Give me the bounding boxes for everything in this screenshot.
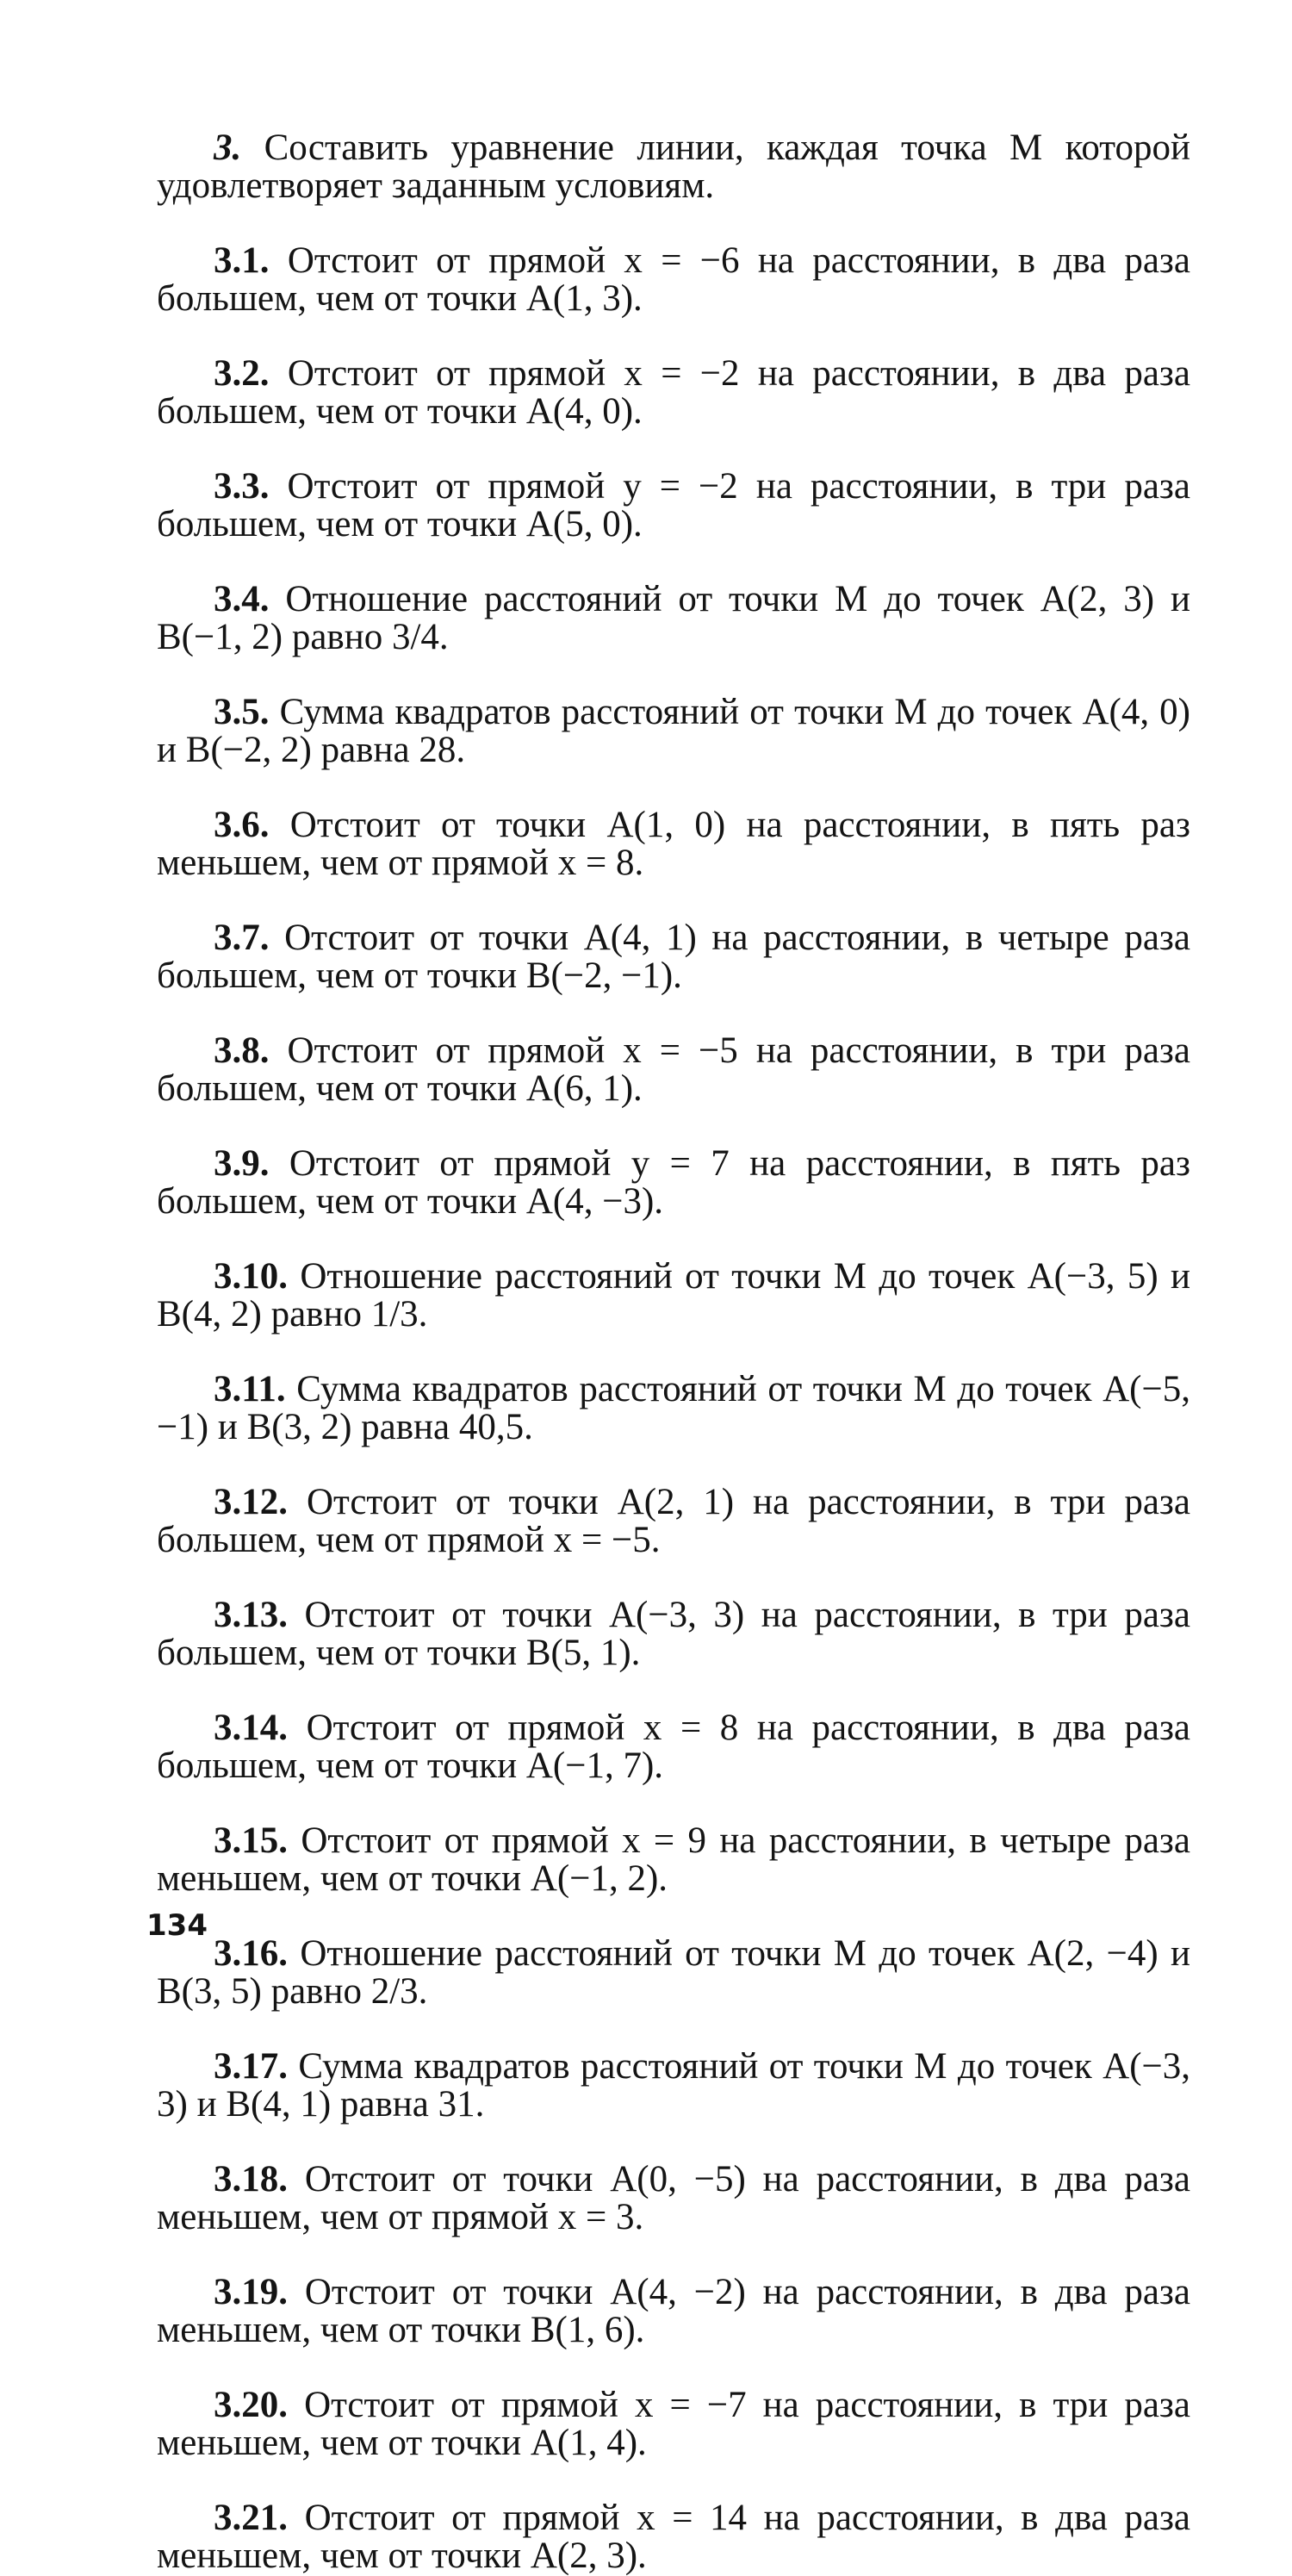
problem-item (157, 544, 1190, 656)
problem-item (157, 656, 1190, 769)
problem-text: Отстоит от прямой x = −6 на расстоянии, в два раза большем, чем от точки A(1, 3). (157, 240, 1190, 319)
problem-item (157, 1559, 1190, 1672)
problem-item (157, 2349, 1190, 2462)
problem-text: Отстоит от прямой x = −7 на расстоянии, в три раза меньшем, чем от точки A(1, 4). (157, 2385, 1190, 2463)
problem-text: Отстоит от прямой x = −5 на расстоянии, в три раза большем, чем от точки A(6, 1). (157, 1030, 1190, 1109)
problem-item (157, 1785, 1190, 1898)
problem-number: 3.12. (214, 1482, 288, 1522)
problem-text: Отстоит от прямой x = 9 на расстоянии, в четыре раза меньшем, чем от точки A(−1, 2). (157, 1820, 1190, 1899)
problem-number: 3.21. (214, 2498, 288, 2538)
section-intro-text: Составить уравнение линии, каждая точка M которой удовлетворяет заданным условиям. (157, 128, 1190, 206)
problem-text: Отстоит от точки A(4, 1) на расстоянии, в четыре раза большем, чем от точки B(−2, −1). (157, 918, 1190, 996)
problem-number: 3.16. (214, 1933, 288, 1974)
problem-text: Отстоит от прямой y = −2 на расстоянии, в три раза большем, чем от точки A(5, 0). (157, 466, 1190, 544)
problem-text: Отстоит от прямой x = −2 на расстоянии, в два раза большем, чем от точки A(4, 0). (157, 353, 1190, 432)
problem-item (157, 1447, 1190, 1559)
problem-item (157, 995, 1190, 1108)
problem-number: 3.19. (214, 2272, 288, 2312)
section-intro (157, 129, 1190, 205)
problem-number: 3.13. (214, 1595, 288, 1635)
problem-number: 3.5. (214, 692, 270, 732)
problem-number: 3.4. (214, 579, 270, 619)
problem-item (157, 1672, 1190, 1785)
problem-item (157, 2462, 1190, 2575)
problem-number: 3.11. (214, 1369, 286, 1409)
section-number: 3. (214, 128, 242, 168)
problem-text: Отстоит от прямой x = 8 на расстоянии, в два раза большем, чем от точки A(−1, 7). (157, 1708, 1191, 1786)
problem-item (157, 318, 1190, 431)
problem-text: Отношение расстояний от точки M до точек A(2, 3) и B(−1, 2) равно 3/4. (157, 579, 1190, 657)
problem-text: Отстоит от точки A(2, 1) на расстоянии, в три раза большем, чем от прямой x = −5. (157, 1482, 1191, 1560)
problem-item (157, 431, 1190, 544)
problem-number: 3.2. (214, 353, 270, 394)
problem-number: 3.17. (214, 2046, 288, 2087)
problem-item (157, 882, 1190, 995)
problem-item (157, 1898, 1190, 2011)
problem-number: 3.15. (214, 1820, 288, 1861)
problem-text: Отстоит от прямой y = 7 на расстоянии, в пять раз большем, чем от точки A(4, −3). (157, 1143, 1190, 1222)
problem-number: 3.3. (214, 466, 270, 507)
problem-number: 3.7. (214, 918, 270, 958)
problem-item (157, 769, 1190, 882)
problem-text: Отстоит от прямой x = 14 на расстоянии, в два раза меньшем, чем от точки A(2, 3). (157, 2498, 1191, 2576)
problem-text: Отношение расстояний от точки M до точек A(−3, 5) и B(4, 2) равно 1/3. (157, 1256, 1190, 1335)
problem-item (157, 1334, 1190, 1447)
problem-number: 3.14. (214, 1708, 288, 1748)
problem-text: Отстоит от точки A(4, −2) на расстоянии, в два раза меньшем, чем от точки B(1, 6). (157, 2272, 1191, 2350)
problem-item (157, 1221, 1190, 1334)
problem-text: Сумма квадратов расстояний от точки M до точек A(−3, 3) и B(4, 1) равна 31. (157, 2046, 1191, 2125)
problem-text: Отстоит от точки A(1, 0) на расстоянии, в пять раз меньшем, чем от прямой x = 8. (157, 805, 1190, 883)
problem-number: 3.10. (214, 1256, 288, 1297)
problem-number: 3.18. (214, 2159, 288, 2200)
page-number: 134 (146, 1908, 208, 1943)
problem-list (157, 129, 1190, 2575)
problem-number: 3.20. (214, 2385, 288, 2425)
problem-item (157, 1108, 1190, 1221)
problem-item (157, 2124, 1190, 2237)
problem-item (157, 2011, 1190, 2124)
problem-number: 3.8. (214, 1030, 270, 1071)
problem-number: 3.6. (214, 805, 270, 845)
problem-item (157, 2237, 1190, 2349)
problem-number: 3.9. (214, 1143, 270, 1184)
problem-text: Отстоит от точки A(−3, 3) на расстоянии, в три раза большем, чем от точки B(5, 1). (157, 1595, 1191, 1673)
problem-text: Сумма квадратов расстояний от точки M до точек A(4, 0) и B(−2, 2) равна 28. (157, 692, 1190, 770)
problem-text: Сумма квадратов расстояний от точки M до точек A(−5, −1) и B(3, 2) равна 40,5. (157, 1369, 1190, 1447)
problem-item (157, 205, 1190, 318)
problem-text: Отношение расстояний от точки M до точек A(2, −4) и B(3, 5) равно 2/3. (157, 1933, 1190, 2012)
problem-number: 3.1. (214, 240, 270, 281)
problem-text: Отстоит от точки A(0, −5) на расстоянии, в два раза меньшем, чем от прямой x = 3. (157, 2159, 1191, 2237)
